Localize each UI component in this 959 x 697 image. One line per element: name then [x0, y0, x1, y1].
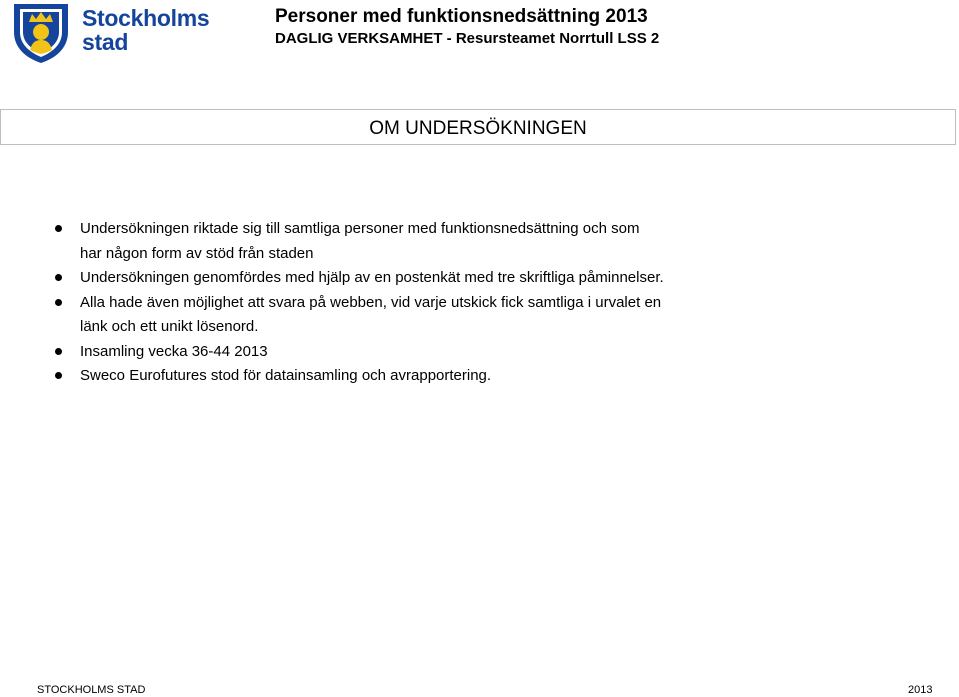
bullet-icon	[55, 274, 62, 281]
logo-wordmark-line1: Stockholms	[82, 5, 210, 31]
bullet-icon	[55, 372, 62, 379]
bullet-text: Sweco Eurofutures stod för datainsamling och avrapportering.	[80, 367, 492, 384]
bullet-icon	[55, 348, 62, 355]
section-header-box	[0, 109, 956, 145]
list-item	[55, 340, 935, 365]
list-item	[55, 217, 935, 266]
city-crest-icon	[12, 2, 70, 64]
footer-year: 2013	[908, 684, 933, 696]
logo-wordmark	[82, 6, 209, 54]
bullet-text: Undersökningen genomfördes med hjälp av en postenkät med tre skriftliga påminnelser.	[80, 269, 664, 286]
report-subtitle: DAGLIG VERKSAMHET - Resursteamet Norrtull LSS 2	[275, 30, 660, 47]
info-bullet-list	[55, 217, 935, 389]
bullet-icon	[55, 299, 62, 306]
bullet-text: Insamling vecka 36-44 2013	[80, 342, 268, 360]
stockholms-stad-logo	[12, 2, 210, 66]
bullet-text: Alla hade även möjlighet att svara på webben, vid varje utskick fick samtliga i urvalet en länk och ett unikt lösenord.	[80, 293, 662, 335]
logo-wordmark-line2: stad	[82, 29, 129, 55]
list-item	[55, 291, 935, 340]
section-title: OM UNDERSÖKNINGEN	[369, 117, 587, 139]
footer-organization: STOCKHOLMS STAD	[37, 684, 146, 696]
bullet-icon	[55, 225, 62, 232]
list-item	[55, 266, 935, 291]
bullet-text: Undersökningen riktade sig till samtliga personer med funktionsnedsättning och som har någon form av stöd från staden	[80, 220, 640, 262]
report-title: Personer med funktionsnedsättning 2013	[275, 6, 648, 27]
list-item	[55, 364, 935, 389]
